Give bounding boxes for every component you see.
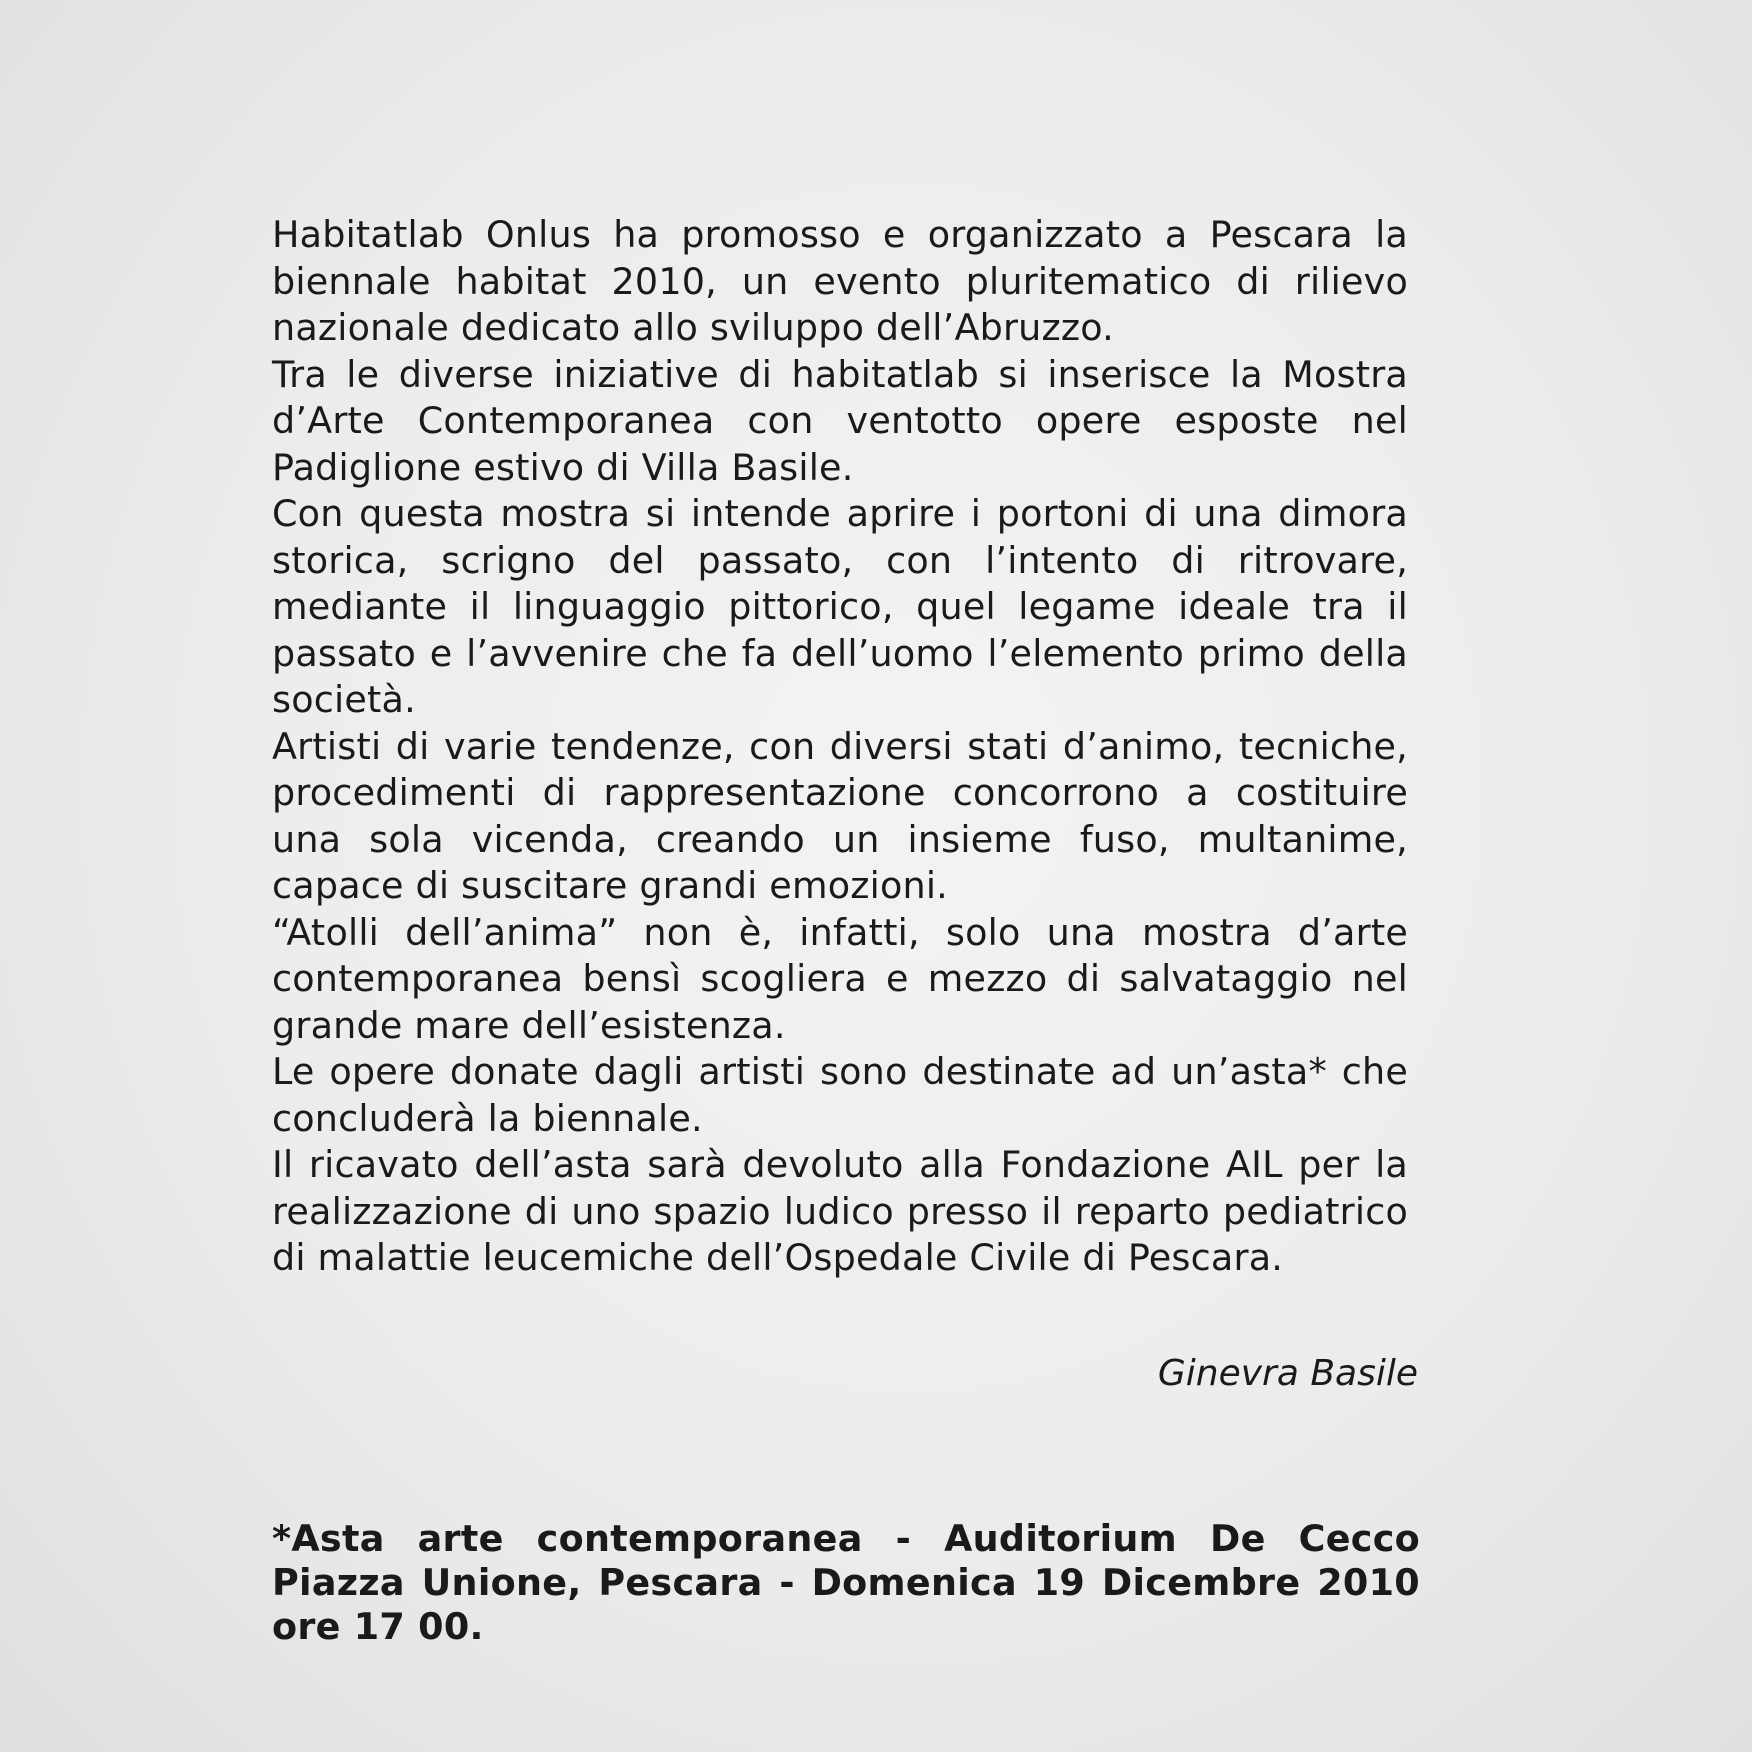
paragraph-purpose: Con questa mostra si intende aprire i portoni di una dimora storica, scrigno del passato, con l’intento di ritrovare, mediante il linguaggio pittorico, quel legame ideale tra il passato e l’avvenire che fa dell’uomo l’elemento primo della società. <box>272 492 1408 721</box>
footnote-line: *Asta arte contemporanea - Auditorium De Cecco <box>272 1517 1420 1560</box>
footnote-line: Piazza Unione, Pescara - Domenica 19 Dicembre 2010 <box>272 1561 1420 1604</box>
paragraph-atolli: “Atolli dell’anima” non è, infatti, solo una mostra d’arte contemporanea bensì scogliera e mezzo di salvataggio nel grande mare dell’esistenza. <box>272 910 1408 1047</box>
body-text <box>272 212 1408 1282</box>
footnote-line: ore 17 00. <box>272 1605 484 1648</box>
paragraph-auction: Le opere donate dagli artisti sono destinate ad un’asta* che concluderà la biennale. <box>272 1050 1408 1140</box>
auction-footnote <box>272 1517 1420 1649</box>
paragraph-proceeds: Il ricavato dell’asta sarà devoluto alla Fondazione AIL per la realizzazione di uno spazio ludico presso il reparto pediatrico di malattie leucemiche dell’Ospedale Civile di Pescara. <box>272 1143 1408 1279</box>
paragraph-intro: Habitatlab Onlus ha promosso e organizzato a Pescara la biennale habitat 2010, un evento pluritematico di rilievo nazionale dedicato allo sviluppo dell’Abruzzo. <box>272 213 1408 349</box>
signature: Ginevra Basile <box>1157 1353 1418 1394</box>
paragraph-artists: Artisti di varie tendenze, con diversi stati d’animo, tecniche, procedimenti di rappresentazione concorrono a costituire una sola vicenda, creando un insieme fuso, multanime, capace di suscitare grandi emozioni. <box>272 724 1408 907</box>
paragraph-exhibition: Tra le diverse iniziative di habitatlab si inserisce la Mostra d’Arte Contemporanea con ventotto opere esposte nel Padiglione estivo di Villa Basile. <box>272 352 1408 489</box>
